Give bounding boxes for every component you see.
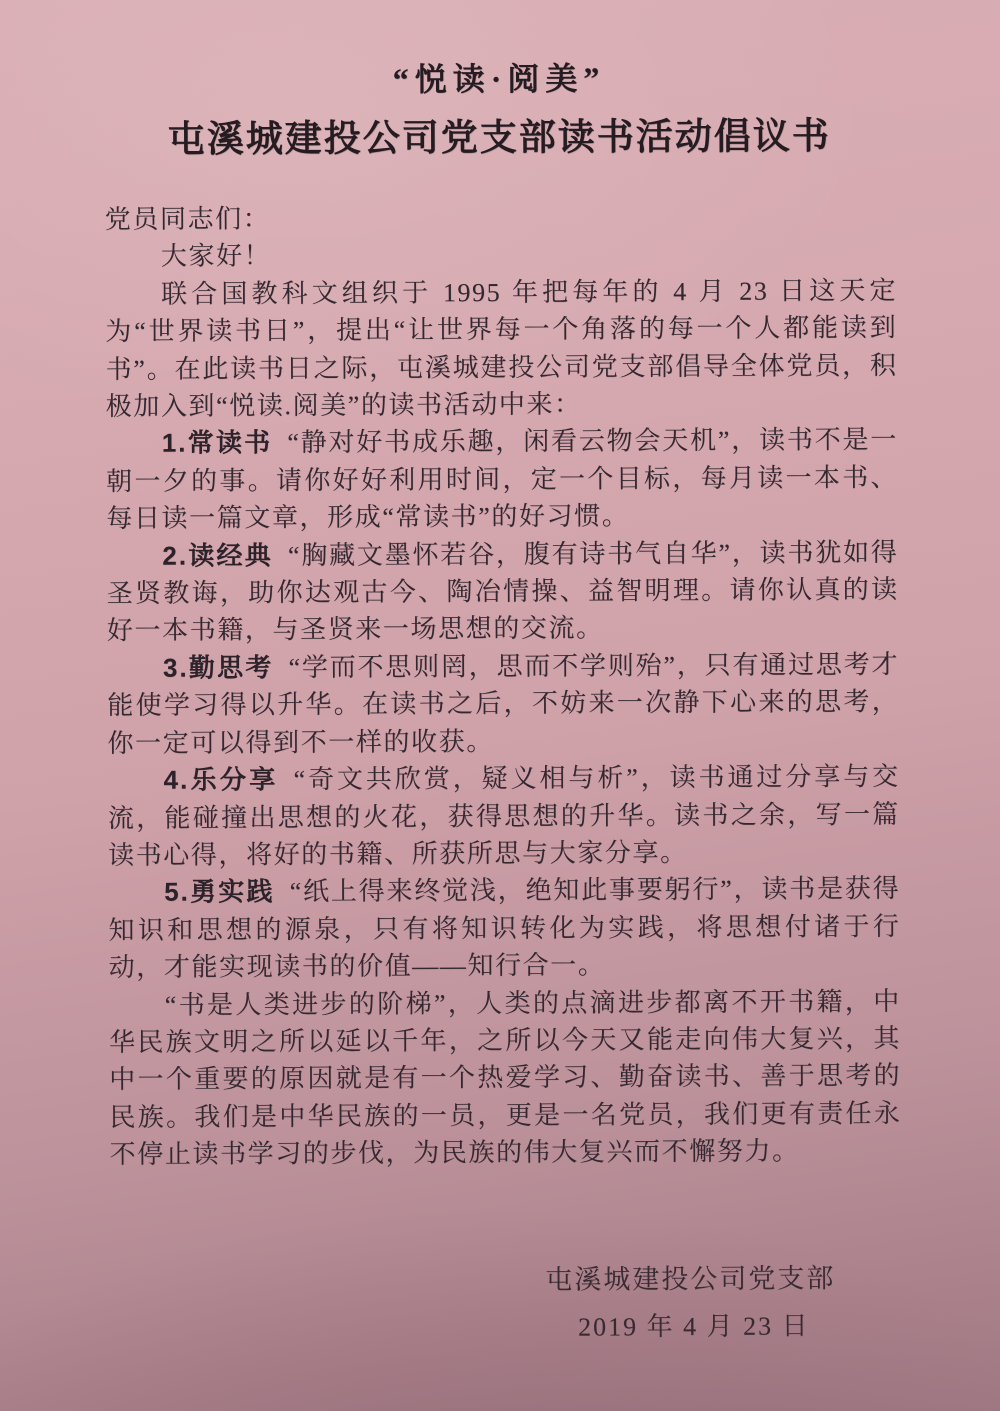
greeting: 大家好！	[160, 241, 272, 272]
closing-paragraph: “书是人类进步的阶梯”，人类的点滴进步都离不开书籍，中华民族文明之所以延以千年，之所以今天又能走向伟大复兴，其中一个重要的原因就是有一个热爱学习、勤奋读书、善于思考的民族。我们是中华民族的一员，更是一名党员，我们更有责任永不停止读书学习的步伐，为民族的伟大复兴而不懈努力。	[108, 986, 902, 1170]
document-title-line1: “悦读·阅美”	[392, 60, 606, 98]
document-body	[105, 197, 902, 1174]
item-text-1: “静对好书成乐趣，闲看云物会天机”，读书不是一朝一夕的事。请你好好利用时间，定一个目标，每月读一本书、每日读一篇文章，形成“常读书”的好习惯。	[106, 425, 899, 534]
item-text-2: “胸藏文墨怀若谷，腹有诗书气自华”，读书犹如得圣贤教诲，助你达观古今、陶冶情操、益智明理。请你认真的读好一本书籍，与圣贤来一场思想的交流。	[106, 537, 899, 646]
item-label-3: 3.勤思考	[162, 652, 274, 683]
item-text-3: “学而不思则罔，思而不学则殆”，只有通过思考才能使学习得以升华。在读书之后，不妨来一次静下心来的思考，你一定可以得到不一样的收获。	[107, 649, 900, 758]
signature-org: 屯溪城建投公司党支部	[545, 1262, 836, 1295]
item-label-4: 4.乐分享	[163, 764, 279, 795]
list-item	[106, 421, 899, 537]
list-item	[108, 870, 901, 986]
intro-paragraph: 联合国教科文组织于 1995 年把每年的 4 月 23 日这天定为“世界读书日”，提出“让世界每一个角落的每一个人都能读到书”。在此读书日之际，屯溪城建投公司党支部倡导全体党员，积极加入到“悦读.阅美”的读书活动中来：	[105, 275, 898, 422]
salutation: 党员同志们：	[104, 204, 271, 235]
item-label-5: 5.勇实践	[164, 876, 275, 908]
signature-block	[5, 1255, 1000, 1346]
item-label-1: 1.常读书	[161, 427, 273, 459]
item-text-5: “纸上得来终觉浅，绝知此事要躬行”，读书是获得知识和思想的源泉，只有将知识转化为实践，将思想付诸于行动，才能实现读书的价值——知行合一。	[108, 874, 901, 983]
list-item	[107, 646, 900, 762]
document-title-line2: 屯溪城建投公司党支部读书活动倡议书	[167, 116, 831, 161]
item-label-2: 2.读经典	[162, 539, 274, 571]
signature-date: 2019 年 4 月 23 日	[577, 1310, 810, 1342]
item-text-4: “奇文共欣赏，疑义相与析”，读书通过分享与交流，能碰撞出思想的火花，获得思想的升华。读书之余，写一篇读书心得，将好的书籍、所获所思与大家分享。	[107, 762, 900, 870]
list-item	[108, 758, 901, 874]
list-item	[106, 534, 899, 650]
